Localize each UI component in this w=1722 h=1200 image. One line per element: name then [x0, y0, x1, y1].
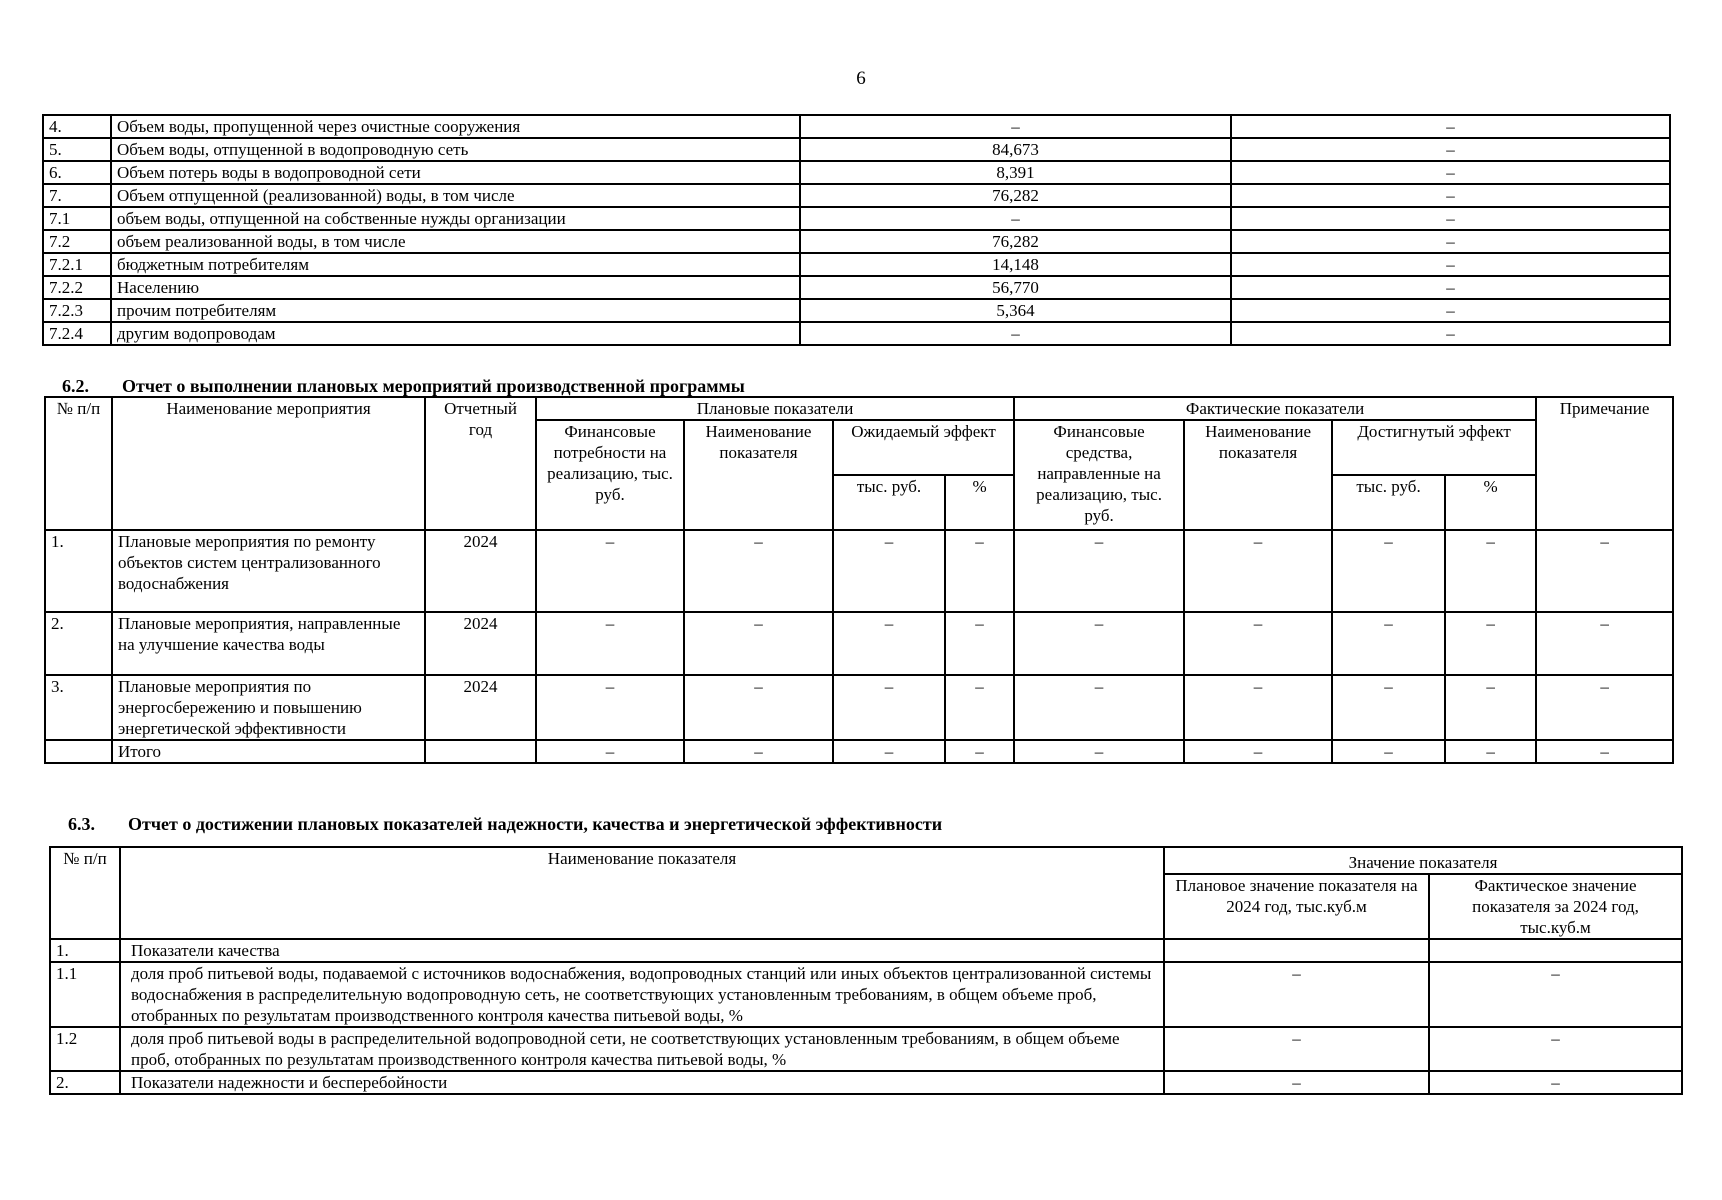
row-value: – — [945, 675, 1014, 740]
row-number: 7.2.2 — [43, 276, 111, 299]
header-plan-effect: Ожидаемый эффект — [833, 420, 1014, 475]
row-value-1: – — [800, 207, 1231, 230]
row-name: Итого — [112, 740, 425, 763]
row-name: прочим потребителям — [111, 299, 800, 322]
table-row — [50, 1027, 1682, 1071]
row-value: – — [1445, 612, 1536, 675]
header-plan-indicator: Наименование показателя — [684, 420, 833, 530]
header-act-indicator: Наименование показателя — [1184, 420, 1332, 530]
row-fact: – — [1429, 1027, 1682, 1071]
row-value: – — [1014, 675, 1184, 740]
section-number: 6.2. — [62, 376, 89, 396]
planned-activities-table — [44, 396, 1674, 764]
row-name: объем воды, отпущенной на собственные нужды организации — [111, 207, 800, 230]
row-value: – — [1332, 530, 1445, 612]
row-name: Населению — [111, 276, 800, 299]
row-value: – — [1332, 612, 1445, 675]
row-name: Плановые мероприятия по энергосбережению и повышению энергетической эффективности — [112, 675, 425, 740]
header-note: Примечание — [1536, 397, 1673, 530]
table-row — [50, 1071, 1682, 1094]
row-value-1: – — [800, 115, 1231, 138]
row-value-2: – — [1231, 184, 1670, 207]
row-value: – — [1536, 740, 1673, 763]
row-value: – — [536, 675, 684, 740]
row-fact: – — [1429, 962, 1682, 1027]
table-row — [43, 138, 1670, 161]
row-name: Объем отпущенной (реализованной) воды, в том числе — [111, 184, 800, 207]
row-year: 2024 — [425, 530, 536, 612]
row-value: – — [684, 675, 833, 740]
row-value: – — [1014, 612, 1184, 675]
row-number: 7.2 — [43, 230, 111, 253]
row-value: – — [945, 740, 1014, 763]
row-number — [45, 740, 112, 763]
row-value-2: – — [1231, 161, 1670, 184]
table-row — [43, 207, 1670, 230]
row-value-1: 84,673 — [800, 138, 1231, 161]
section-number: 6.3. — [68, 814, 95, 834]
row-value: – — [1014, 740, 1184, 763]
header-act-rub: тыс. руб. — [1332, 475, 1445, 530]
table-row — [50, 939, 1682, 962]
row-value-2: – — [1231, 253, 1670, 276]
section-title: Отчет о выполнении плановых мероприятий производственной программы — [122, 376, 745, 396]
table-row — [45, 740, 1673, 763]
row-value: – — [1332, 675, 1445, 740]
row-value-1: 76,282 — [800, 184, 1231, 207]
row-value-2: – — [1231, 230, 1670, 253]
row-value-1: 8,391 — [800, 161, 1231, 184]
header-act-pct: % — [1445, 475, 1536, 530]
row-value: – — [1184, 530, 1332, 612]
row-value: – — [1184, 612, 1332, 675]
row-fact — [1429, 939, 1682, 962]
row-value-2: – — [1231, 207, 1670, 230]
row-value-1: – — [800, 322, 1231, 345]
row-value: – — [536, 740, 684, 763]
row-name: бюджетным потребителям — [111, 253, 800, 276]
row-year — [425, 740, 536, 763]
row-name: объем реализованной воды, в том числе — [111, 230, 800, 253]
row-value-1: 56,770 — [800, 276, 1231, 299]
table-row — [43, 115, 1670, 138]
table-row — [45, 612, 1673, 675]
row-value-2: – — [1231, 322, 1670, 345]
row-name: Показатели качества — [120, 939, 1164, 962]
row-value-2: – — [1231, 299, 1670, 322]
row-name: доля проб питьевой воды в распределительной водопроводной сети, не соответствующих установленным требованиям, в общем объеме проб, отобранных по результатам производственного контроля качества питьевой воды, % — [120, 1027, 1164, 1071]
row-number: 1.1 — [50, 962, 120, 1027]
section-6-3-heading — [68, 814, 942, 835]
header-actual: Фактические показатели — [1014, 397, 1536, 420]
row-name: Объем воды, отпущенной в водопроводную сеть — [111, 138, 800, 161]
row-value: – — [1445, 675, 1536, 740]
water-volume-table — [42, 114, 1671, 346]
row-number: 1. — [45, 530, 112, 612]
section-6-2-heading — [62, 376, 745, 397]
row-number: 7.2.4 — [43, 322, 111, 345]
row-value: – — [1445, 530, 1536, 612]
table-row — [45, 675, 1673, 740]
header-act-effect: Достигнутый эффект — [1332, 420, 1536, 475]
header-name: Наименование показателя — [120, 847, 1164, 939]
row-value-1: 14,148 — [800, 253, 1231, 276]
table-row — [43, 322, 1670, 345]
row-name: Плановые мероприятия, направленные на улучшение качества воды — [112, 612, 425, 675]
row-number: 7.2.3 — [43, 299, 111, 322]
row-value: – — [1332, 740, 1445, 763]
row-name: доля проб питьевой воды, подаваемой с источников водоснабжения, водопроводных станций или иных объектов централизованной системы водоснабжения в распределительную водопроводную сеть, не соответствующих установленным требованиям, в общем объеме проб, отобранных по результатам производственного контроля качества питьевой воды, % — [120, 962, 1164, 1027]
row-value: – — [684, 612, 833, 675]
header-actual: Фактическое значение показателя за 2024 год, тыс.куб.м — [1429, 874, 1682, 939]
row-number: 7. — [43, 184, 111, 207]
page-number: 6 — [856, 68, 866, 89]
row-name: Плановые мероприятия по ремонту объектов систем централизованного водоснабжения — [112, 530, 425, 612]
row-number: 3. — [45, 675, 112, 740]
row-value: – — [833, 675, 945, 740]
quality-indicators-table — [49, 846, 1683, 1095]
row-value: – — [536, 612, 684, 675]
row-number: 2. — [50, 1071, 120, 1094]
table-row — [43, 184, 1670, 207]
row-name: Объем потерь воды в водопроводной сети — [111, 161, 800, 184]
row-value: – — [1445, 740, 1536, 763]
header-name: Наименование мероприятия — [112, 397, 425, 530]
row-value: – — [1014, 530, 1184, 612]
row-number: 7.1 — [43, 207, 111, 230]
section-title: Отчет о достижении плановых показателей надежности, качества и энергетической эффективности — [128, 814, 943, 834]
header-planned: Плановое значение показателя на 2024 год, тыс.куб.м — [1164, 874, 1429, 939]
row-value: – — [833, 740, 945, 763]
table-row — [43, 230, 1670, 253]
row-value: – — [833, 530, 945, 612]
row-value: – — [1536, 612, 1673, 675]
row-number: 6. — [43, 161, 111, 184]
row-value: – — [1536, 530, 1673, 612]
header-plan-pct: % — [945, 475, 1014, 530]
header-num: № п/п — [45, 397, 112, 530]
table-row — [43, 253, 1670, 276]
table-row — [43, 276, 1670, 299]
row-plan — [1164, 939, 1429, 962]
header-plan-rub: тыс. руб. — [833, 475, 945, 530]
row-name: другим водопроводам — [111, 322, 800, 345]
row-value-2: – — [1231, 276, 1670, 299]
row-plan: – — [1164, 962, 1429, 1027]
row-value-1: 76,282 — [800, 230, 1231, 253]
header-year: Отчетный год — [425, 397, 536, 530]
row-number: 2. — [45, 612, 112, 675]
row-plan: – — [1164, 1027, 1429, 1071]
row-number: 5. — [43, 138, 111, 161]
row-value: – — [1536, 675, 1673, 740]
row-name: Объем воды, пропущенной через очистные сооружения — [111, 115, 800, 138]
row-value: – — [684, 530, 833, 612]
header-plan-fin: Финансовые потребности на реализацию, тыс. руб. — [536, 420, 684, 530]
row-number: 1. — [50, 939, 120, 962]
row-value: – — [684, 740, 833, 763]
row-value: – — [945, 530, 1014, 612]
header-num: № п/п — [50, 847, 120, 939]
row-year: 2024 — [425, 675, 536, 740]
table-row — [43, 161, 1670, 184]
header-planned: Плановые показатели — [536, 397, 1014, 420]
row-value: – — [1184, 740, 1332, 763]
table-row — [45, 530, 1673, 612]
table-row — [50, 962, 1682, 1027]
row-value-1: 5,364 — [800, 299, 1231, 322]
row-value: – — [536, 530, 684, 612]
row-value-2: – — [1231, 115, 1670, 138]
table-row — [43, 299, 1670, 322]
row-number: 4. — [43, 115, 111, 138]
row-number: 1.2 — [50, 1027, 120, 1071]
row-value: – — [945, 612, 1014, 675]
header-act-fin: Финансовые средства, направленные на реализацию, тыс. руб. — [1014, 420, 1184, 530]
row-value-2: – — [1231, 138, 1670, 161]
row-year: 2024 — [425, 612, 536, 675]
row-value: – — [833, 612, 945, 675]
row-value: – — [1184, 675, 1332, 740]
row-name: Показатели надежности и бесперебойности — [120, 1071, 1164, 1094]
header-value: Значение показателя — [1164, 847, 1682, 874]
row-plan: – — [1164, 1071, 1429, 1094]
row-number: 7.2.1 — [43, 253, 111, 276]
row-fact: – — [1429, 1071, 1682, 1094]
